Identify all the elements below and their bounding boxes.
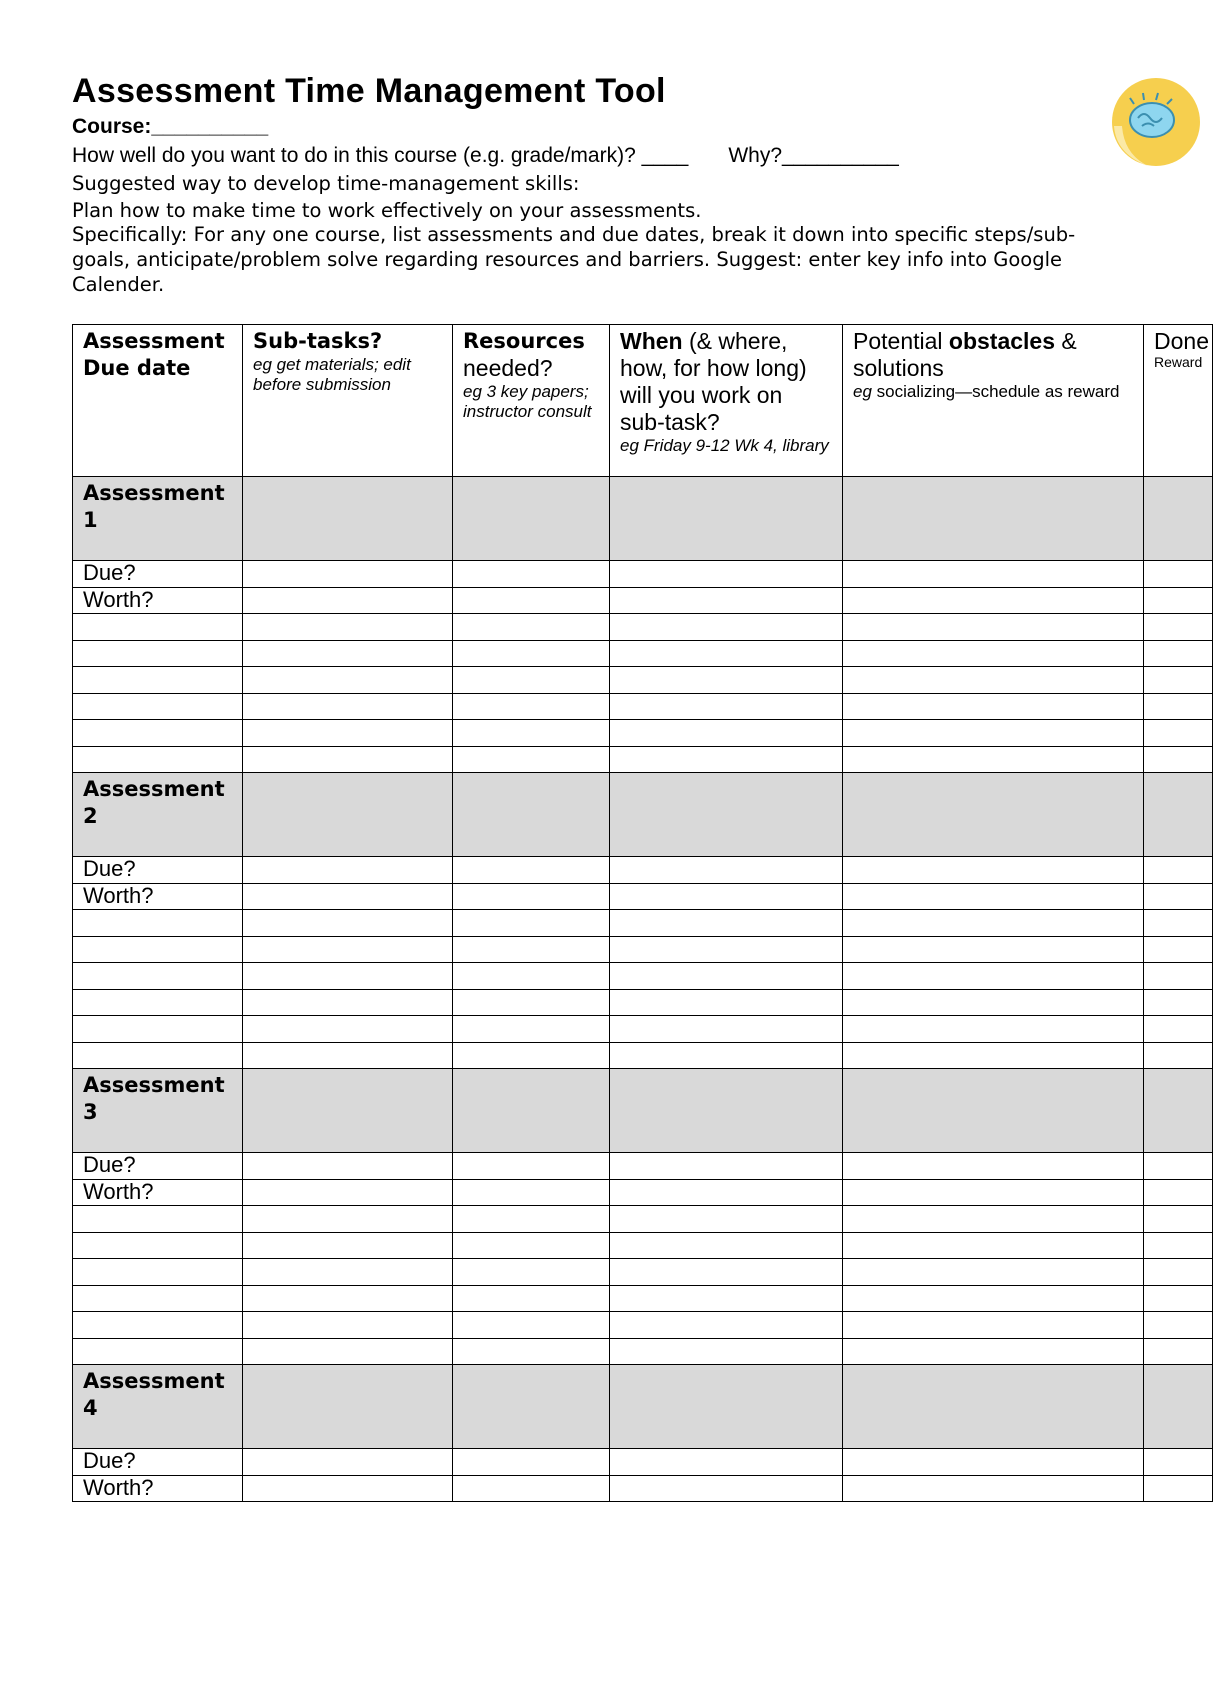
goal-line <box>72 143 899 168</box>
table-cell[interactable] <box>73 1206 243 1233</box>
table-cell[interactable] <box>1144 963 1213 990</box>
table-cell[interactable] <box>1144 1153 1213 1180</box>
table-row <box>73 857 1213 884</box>
table-cell[interactable] <box>73 1285 243 1312</box>
table-cell[interactable] <box>610 1206 843 1233</box>
header-when <box>610 325 843 477</box>
resources-sub: needed? <box>463 355 553 381</box>
table-row <box>73 561 1213 588</box>
table-cell[interactable] <box>453 1206 610 1233</box>
table-cell[interactable] <box>1144 1285 1213 1312</box>
table-cell[interactable] <box>610 667 843 694</box>
table-cell[interactable] <box>843 1259 1144 1286</box>
table-cell[interactable] <box>1144 1449 1213 1476</box>
assessment-section-label: Assessment 4 <box>73 1365 243 1449</box>
table-row <box>73 1206 1213 1233</box>
table-cell[interactable] <box>73 1312 243 1339</box>
table-cell[interactable] <box>73 1016 243 1043</box>
due-label[interactable]: Due? <box>73 857 243 884</box>
table-cell[interactable] <box>73 667 243 694</box>
table-cell[interactable] <box>243 1285 453 1312</box>
table-cell[interactable] <box>453 720 610 747</box>
table-cell[interactable] <box>610 614 843 641</box>
instructions-paragraph: Specifically: For any one course, list assessments and due dates, break it down into specific steps/sub-goals, anticipate/problem solve regarding resources and barriers. Suggest: enter key info into Google Calender. <box>72 223 1076 296</box>
obstacles-example: socializing—schedule as reward <box>871 382 1120 401</box>
table-cell[interactable] <box>453 1285 610 1312</box>
table-cell[interactable] <box>1144 614 1213 641</box>
table-cell[interactable] <box>453 640 610 667</box>
table-cell[interactable] <box>843 693 1144 720</box>
table-cell[interactable] <box>1144 883 1213 910</box>
table-cell[interactable] <box>1144 640 1213 667</box>
table-cell[interactable] <box>610 1449 843 1476</box>
section-cell[interactable] <box>843 1069 1144 1153</box>
table-cell[interactable] <box>243 667 453 694</box>
table-cell[interactable] <box>843 1179 1144 1206</box>
table-cell[interactable] <box>843 963 1144 990</box>
table-cell[interactable] <box>73 910 243 937</box>
table-cell[interactable] <box>243 1449 453 1476</box>
table-cell[interactable] <box>453 561 610 588</box>
table-cell[interactable] <box>1144 1259 1213 1286</box>
section-cell[interactable] <box>843 1365 1144 1449</box>
table-row <box>73 1475 1213 1502</box>
header-obstacles <box>843 325 1144 477</box>
table-row <box>73 1259 1213 1286</box>
table-cell[interactable] <box>1144 561 1213 588</box>
table-cell[interactable] <box>1144 746 1213 773</box>
suggested-line: Suggested way to develop time-management skills: <box>72 172 580 195</box>
due-label[interactable]: Due? <box>73 1449 243 1476</box>
table-cell[interactable] <box>243 587 453 614</box>
table-cell[interactable] <box>843 989 1144 1016</box>
table-cell[interactable] <box>453 1179 610 1206</box>
planner-table <box>72 324 1213 1502</box>
obstacles-pre: Potential <box>853 328 949 354</box>
table-cell[interactable] <box>1144 720 1213 747</box>
table-cell[interactable] <box>243 720 453 747</box>
header-resources <box>453 325 610 477</box>
table-cell[interactable] <box>453 1449 610 1476</box>
table-cell[interactable] <box>243 1475 453 1502</box>
section-cell[interactable] <box>1144 1365 1213 1449</box>
course-label: Course: <box>72 115 152 138</box>
section-cell[interactable] <box>610 1069 843 1153</box>
table-cell[interactable] <box>610 1312 843 1339</box>
table-cell[interactable] <box>243 1338 453 1365</box>
table-row <box>73 963 1213 990</box>
table-cell[interactable] <box>73 1338 243 1365</box>
course-blank[interactable]: __________ <box>151 115 269 138</box>
table-row <box>73 1449 1213 1476</box>
table-cell[interactable] <box>843 1338 1144 1365</box>
section-cell[interactable] <box>610 1365 843 1449</box>
resources-example: eg 3 key papers; instructor consult <box>463 382 592 421</box>
table-cell[interactable] <box>843 1312 1144 1339</box>
header-done <box>1144 325 1213 477</box>
table-cell[interactable] <box>610 1259 843 1286</box>
table-cell[interactable] <box>610 883 843 910</box>
obstacles-post: & solutions <box>853 328 1077 381</box>
table-cell[interactable] <box>243 614 453 641</box>
section-cell[interactable] <box>453 773 610 857</box>
page-title: Assessment Time Management Tool <box>72 72 666 110</box>
table-cell[interactable] <box>453 1016 610 1043</box>
table-cell[interactable] <box>1144 667 1213 694</box>
table-cell[interactable] <box>453 667 610 694</box>
when-bold: When <box>620 328 683 354</box>
table-cell[interactable] <box>243 936 453 963</box>
table-row <box>73 1153 1213 1180</box>
brain-sticker-icon <box>1104 74 1200 170</box>
table-cell[interactable] <box>453 910 610 937</box>
planner-table-wrap <box>72 324 1209 1502</box>
table-cell[interactable] <box>843 746 1144 773</box>
table-cell[interactable] <box>610 1016 843 1043</box>
section-cell[interactable] <box>843 773 1144 857</box>
table-cell[interactable] <box>610 720 843 747</box>
table-cell[interactable] <box>843 1449 1144 1476</box>
table-cell[interactable] <box>243 640 453 667</box>
obstacles-bold: obstacles <box>948 328 1056 354</box>
header-subtasks <box>243 325 453 477</box>
table-cell[interactable] <box>73 746 243 773</box>
table-cell[interactable] <box>1144 1312 1213 1339</box>
table-cell[interactable] <box>843 561 1144 588</box>
table-cell[interactable] <box>73 640 243 667</box>
table-row <box>73 989 1213 1016</box>
table-cell[interactable] <box>243 1206 453 1233</box>
table-cell[interactable] <box>73 989 243 1016</box>
table-row <box>73 1179 1213 1206</box>
table-cell[interactable] <box>843 1153 1144 1180</box>
section-cell[interactable] <box>243 1365 453 1449</box>
table-row <box>73 693 1213 720</box>
table-cell[interactable] <box>843 640 1144 667</box>
table-cell[interactable] <box>1144 1042 1213 1069</box>
table-cell[interactable] <box>453 1338 610 1365</box>
table-cell[interactable] <box>1144 1232 1213 1259</box>
planner-body <box>73 477 1213 1502</box>
table-cell[interactable] <box>453 1259 610 1286</box>
section-cell[interactable] <box>843 477 1144 561</box>
table-cell[interactable] <box>453 1312 610 1339</box>
table-cell[interactable] <box>843 1042 1144 1069</box>
table-cell[interactable] <box>453 1153 610 1180</box>
table-cell[interactable] <box>843 667 1144 694</box>
table-row <box>73 614 1213 641</box>
assessment-section-row <box>73 1365 1213 1449</box>
table-cell[interactable] <box>1144 587 1213 614</box>
table-cell[interactable] <box>1144 1179 1213 1206</box>
table-row <box>73 883 1213 910</box>
table-cell[interactable] <box>453 963 610 990</box>
table-cell[interactable] <box>453 693 610 720</box>
table-cell[interactable] <box>243 1179 453 1206</box>
table-cell[interactable] <box>843 614 1144 641</box>
assessment-section-row <box>73 773 1213 857</box>
table-row <box>73 1312 1213 1339</box>
obstacles-eg: eg <box>853 382 872 401</box>
table-row <box>73 1042 1213 1069</box>
due-label[interactable]: Due? <box>73 1153 243 1180</box>
assessment-section-row <box>73 1069 1213 1153</box>
worth-label[interactable]: Worth? <box>73 1475 243 1502</box>
course-line <box>72 114 268 139</box>
table-cell[interactable] <box>73 720 243 747</box>
table-cell[interactable] <box>1144 1016 1213 1043</box>
section-cell[interactable] <box>453 1365 610 1449</box>
table-cell[interactable] <box>843 1016 1144 1043</box>
table-cell[interactable] <box>243 1042 453 1069</box>
table-cell[interactable] <box>610 963 843 990</box>
table-cell[interactable] <box>453 1232 610 1259</box>
table-cell[interactable] <box>610 936 843 963</box>
worth-label[interactable]: Worth? <box>73 587 243 614</box>
table-cell[interactable] <box>843 1285 1144 1312</box>
table-cell[interactable] <box>843 857 1144 884</box>
table-cell[interactable] <box>1144 989 1213 1016</box>
table-cell[interactable] <box>843 720 1144 747</box>
table-cell[interactable] <box>843 910 1144 937</box>
table-cell[interactable] <box>1144 1475 1213 1502</box>
table-row <box>73 720 1213 747</box>
goal-question: How well do you want to do in this course (e.g. grade/mark)? ____ <box>72 144 689 167</box>
table-cell[interactable] <box>73 693 243 720</box>
subtasks-title: Sub-tasks? <box>253 329 383 353</box>
table-cell[interactable] <box>843 587 1144 614</box>
section-cell[interactable] <box>243 773 453 857</box>
table-cell[interactable] <box>453 883 610 910</box>
worth-label[interactable]: Worth? <box>73 883 243 910</box>
table-cell[interactable] <box>453 989 610 1016</box>
table-cell[interactable] <box>453 1042 610 1069</box>
table-cell[interactable] <box>243 1232 453 1259</box>
table-cell[interactable] <box>1144 1338 1213 1365</box>
table-cell[interactable] <box>843 1475 1144 1502</box>
table-row <box>73 910 1213 937</box>
table-cell[interactable] <box>243 746 453 773</box>
table-cell[interactable] <box>1144 857 1213 884</box>
section-cell[interactable] <box>243 1069 453 1153</box>
section-cell[interactable] <box>610 477 843 561</box>
table-cell[interactable] <box>243 910 453 937</box>
table-cell[interactable] <box>453 857 610 884</box>
table-cell[interactable] <box>243 857 453 884</box>
table-cell[interactable] <box>73 936 243 963</box>
table-row <box>73 1016 1213 1043</box>
table-cell[interactable] <box>610 1232 843 1259</box>
table-cell[interactable] <box>843 1232 1144 1259</box>
table-cell[interactable] <box>610 561 843 588</box>
table-cell[interactable] <box>1144 936 1213 963</box>
table-cell[interactable] <box>610 1338 843 1365</box>
table-cell[interactable] <box>453 614 610 641</box>
done-title: Done <box>1154 328 1209 354</box>
table-cell[interactable] <box>610 1179 843 1206</box>
why-question: Why?__________ <box>728 144 899 167</box>
section-cell[interactable] <box>1144 773 1213 857</box>
table-cell[interactable] <box>243 1016 453 1043</box>
table-row <box>73 1232 1213 1259</box>
table-cell[interactable] <box>243 963 453 990</box>
table-cell[interactable] <box>73 1042 243 1069</box>
table-row <box>73 936 1213 963</box>
table-cell[interactable] <box>610 857 843 884</box>
section-cell[interactable] <box>243 477 453 561</box>
table-cell[interactable] <box>610 587 843 614</box>
table-cell[interactable] <box>843 936 1144 963</box>
table-cell[interactable] <box>610 746 843 773</box>
table-cell[interactable] <box>610 1042 843 1069</box>
header-assessment: Assessment Due date <box>73 325 243 477</box>
table-cell[interactable] <box>610 1285 843 1312</box>
table-cell[interactable] <box>73 614 243 641</box>
assessment-section-label: Assessment 2 <box>73 773 243 857</box>
section-cell[interactable] <box>453 1069 610 1153</box>
section-cell[interactable] <box>453 477 610 561</box>
section-cell[interactable] <box>610 773 843 857</box>
table-cell[interactable] <box>610 640 843 667</box>
worth-label[interactable]: Worth? <box>73 1179 243 1206</box>
table-cell[interactable] <box>243 1312 453 1339</box>
table-row <box>73 640 1213 667</box>
table-cell[interactable] <box>610 1153 843 1180</box>
table-cell[interactable] <box>1144 910 1213 937</box>
assessment-section-label: Assessment 3 <box>73 1069 243 1153</box>
done-sub: Reward <box>1154 354 1203 370</box>
table-cell[interactable] <box>73 1232 243 1259</box>
table-cell[interactable] <box>610 693 843 720</box>
table-cell[interactable] <box>453 936 610 963</box>
when-rest: (& where, how, for how long) will you work on sub-task? <box>620 328 807 435</box>
table-cell[interactable] <box>610 1475 843 1502</box>
table-cell[interactable] <box>243 989 453 1016</box>
when-example: eg Friday 9-12 Wk 4, library <box>620 436 829 455</box>
table-row <box>73 667 1213 694</box>
table-cell[interactable] <box>73 1259 243 1286</box>
due-label[interactable]: Due? <box>73 561 243 588</box>
table-cell[interactable] <box>453 746 610 773</box>
table-cell[interactable] <box>243 1259 453 1286</box>
table-row <box>73 746 1213 773</box>
section-cell[interactable] <box>1144 1069 1213 1153</box>
table-header-row <box>73 325 1213 477</box>
table-cell[interactable] <box>243 693 453 720</box>
table-cell[interactable] <box>1144 1206 1213 1233</box>
table-cell[interactable] <box>243 883 453 910</box>
table-row <box>73 1285 1213 1312</box>
resources-title: Resources <box>463 329 585 353</box>
table-row <box>73 1338 1213 1365</box>
table-cell[interactable] <box>843 1206 1144 1233</box>
table-cell[interactable] <box>453 1475 610 1502</box>
table-cell[interactable] <box>73 963 243 990</box>
table-cell[interactable] <box>843 883 1144 910</box>
table-cell[interactable] <box>610 989 843 1016</box>
plan-line: Plan how to make time to work effectively on your assessments. <box>72 199 702 222</box>
table-cell[interactable] <box>1144 693 1213 720</box>
subtasks-example: eg get materials; edit before submission <box>253 355 411 394</box>
table-cell[interactable] <box>243 561 453 588</box>
table-cell[interactable] <box>453 587 610 614</box>
assessment-section-label: Assessment 1 <box>73 477 243 561</box>
table-row <box>73 587 1213 614</box>
section-cell[interactable] <box>1144 477 1213 561</box>
table-cell[interactable] <box>243 1153 453 1180</box>
table-cell[interactable] <box>610 910 843 937</box>
assessment-section-row <box>73 477 1213 561</box>
